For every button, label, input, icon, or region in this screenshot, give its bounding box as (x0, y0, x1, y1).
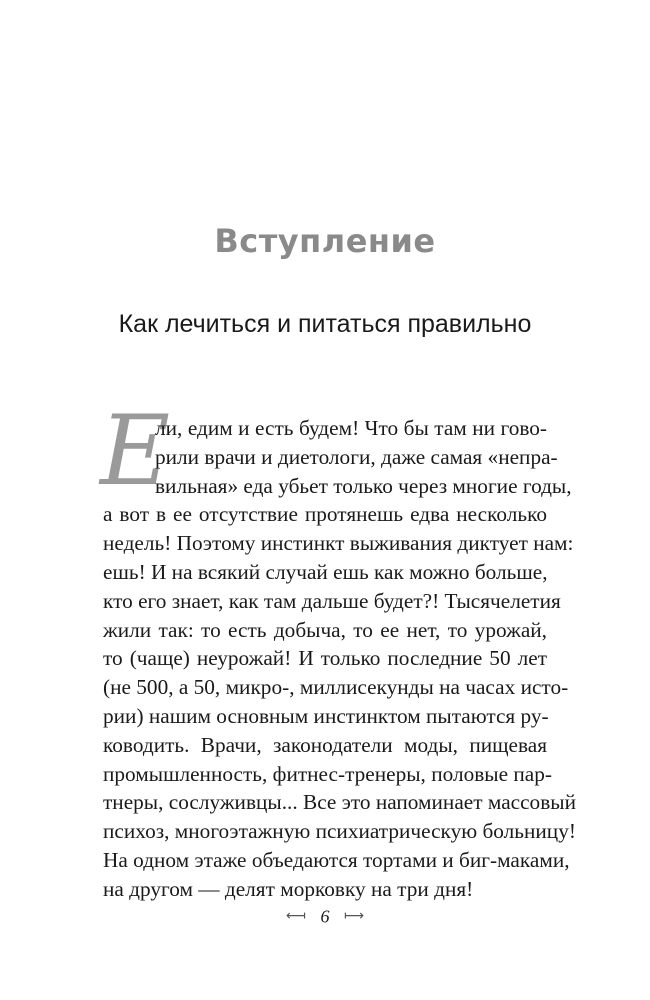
text-line: а вот в ее отсутствие протянешь едва несколько (103, 502, 547, 527)
chapter-subtitle: Как лечиться и питаться правильно (118, 310, 532, 338)
text-line: тнеры, сослуживцы... Все это напоминает массовый (103, 790, 576, 815)
text-line: рии) нашим основным инстинктом пытаются ру- (103, 703, 549, 728)
text-line: психоз, многоэтажную психиатрическую больницу! (103, 819, 576, 844)
text-line: рили врачи и диетологи, даже самая «непра- (155, 444, 558, 469)
text-line: жили так: то есть добыча, то ее нет, то урожай, (103, 617, 547, 642)
text-line: промышленность, фитнес-тренеры, половые пар- (103, 761, 552, 786)
text-line: недель! Поэтому инстинкт выживания диктует нам: (103, 531, 574, 556)
text-line: На одном этаже объедаются тортами и биг-маками, (103, 847, 570, 872)
text-line: ли, едим и есть будем! Что бы там ни гово- (155, 416, 547, 440)
text-line: ководить. Врачи, законодатели моды, пищевая (103, 732, 547, 757)
text-line: кто его знает, как там дальше будет?! Тысячелетия (103, 588, 561, 613)
drop-cap: Е (100, 395, 171, 507)
left-ornament-icon: ⟻ (285, 909, 306, 925)
chapter-title: Вступление (214, 222, 436, 260)
right-ornament-icon: ⟼ (344, 909, 365, 925)
text-line: то (чаще) неурожай! И только последние 50 лет (103, 646, 547, 671)
page-footer (0, 905, 650, 927)
page-number: 6 (320, 906, 330, 927)
text-line: на другом — делят морковку на три дня! (103, 876, 474, 901)
body-paragraph (103, 414, 576, 904)
text-line: вильная» еда убьет только через многие годы, (155, 473, 572, 498)
text-line: (не 500, а 50, микро-, миллисекунды на часах исто- (103, 675, 569, 700)
text-line: ешь! И на всякий случай ешь как можно больше, (103, 559, 548, 584)
